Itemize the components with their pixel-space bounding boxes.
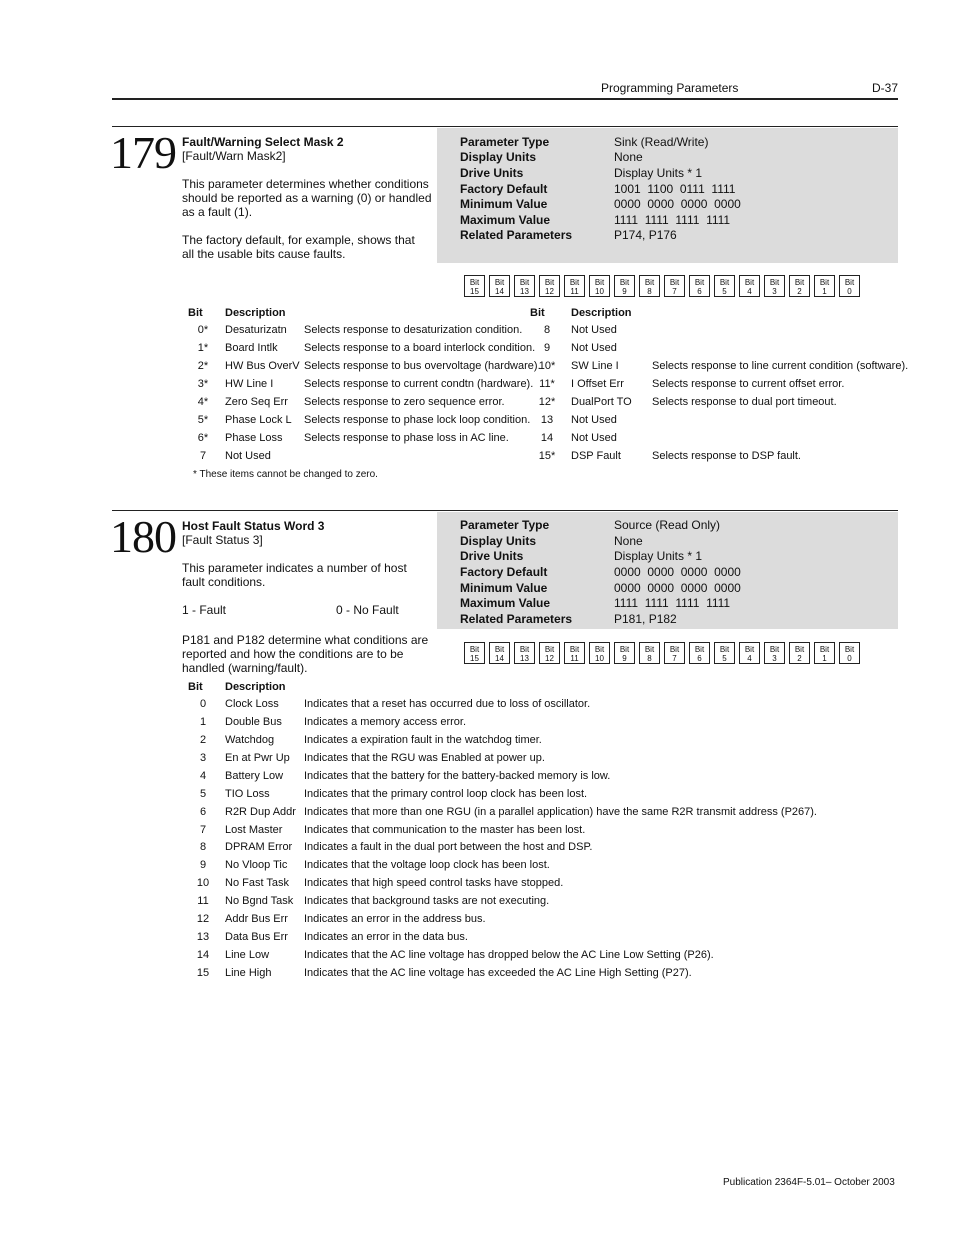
bit-cell: Bit 13: [514, 275, 535, 297]
info-row: Related Parameters P174, P176: [460, 228, 677, 242]
page-number: D-37: [872, 81, 899, 95]
info-row: Factory Default 0000 0000 0000 0000: [460, 565, 741, 579]
col-header-description: Description: [571, 307, 632, 319]
info-row: Maximum Value 1111 1111 1111 1111: [460, 213, 731, 227]
bit-cell: Bit 5: [714, 642, 735, 664]
bit-cell: Bit 7: [664, 642, 685, 664]
bit-cell: Bit 6: [689, 275, 710, 297]
col-header-description: Description: [225, 681, 286, 693]
section-rule-180: [112, 510, 898, 511]
col-header-bit: Bit: [530, 307, 545, 319]
bit-cell: Bit 9: [614, 275, 635, 297]
header-rule: [112, 98, 898, 100]
bit-cell: Bit 10: [589, 642, 610, 664]
param-179-description: This parameter determines whether conditions should be reported as a warning (0) or handled as a fault (1).: [182, 177, 432, 219]
param-180-fault-label: 1 - Fault: [182, 603, 227, 617]
info-row: Minimum Value 0000 0000 0000 0000: [460, 197, 741, 211]
bit-cell: Bit 12: [539, 642, 560, 664]
param-179-number: 179: [110, 127, 176, 178]
param-179-title: Fault/Warning Select Mask 2: [182, 135, 344, 149]
info-row: Drive Units Display Units * 1: [460, 549, 703, 563]
bit-cell: Bit 7: [664, 275, 685, 297]
param-179-footnote: * These items cannot be changed to zero.: [193, 469, 378, 480]
bit-cell: Bit 3: [764, 275, 785, 297]
bit-cell: Bit 0: [839, 275, 860, 297]
bit-cell: Bit 14: [489, 642, 510, 664]
info-row: Display Units None: [460, 150, 643, 164]
col-header-bit: Bit: [188, 681, 203, 693]
info-row: Related Parameters P181, P182: [460, 612, 677, 626]
param-180-related-note: P181 and P182 determine what conditions are reported and how the conditions are to be handled (warning/fault).: [182, 633, 429, 675]
col-header-bit: Bit: [188, 307, 203, 319]
param-180-info-box: [437, 512, 898, 629]
bit-cell: Bit 0: [839, 642, 860, 664]
bit-cell: Bit 9: [614, 642, 635, 664]
header-title: Programming Parameters: [601, 81, 739, 95]
info-row: Maximum Value 1111 1111 1111 1111: [460, 596, 731, 610]
bit-cell: Bit 11: [564, 275, 585, 297]
param-179-default-note: The factory default, for example, shows that all the usable bits cause faults.: [182, 233, 415, 261]
bit-cell: Bit 14: [489, 275, 510, 297]
bit-cell: Bit 8: [639, 275, 660, 297]
bit-cell: Bit 13: [514, 642, 535, 664]
param-180-bit-map: [464, 642, 860, 666]
bit-cell: Bit 3: [764, 642, 785, 664]
section-rule-179: [112, 126, 898, 127]
bit-cell: Bit 8: [639, 642, 660, 664]
bit-cell: Bit 1: [814, 275, 835, 297]
bit-cell: Bit 12: [539, 275, 560, 297]
info-row: Parameter Type Sink (Read/Write): [460, 135, 709, 149]
param-179-bit-map: [464, 275, 860, 299]
bit-cell: Bit 15: [464, 642, 485, 664]
param-180-number: 180: [110, 511, 176, 562]
bit-cell: Bit 10: [589, 275, 610, 297]
bit-cell: Bit 5: [714, 275, 735, 297]
bit-cell: Bit 2: [789, 275, 810, 297]
info-row: Factory Default 1001 1100 0111 1111: [460, 182, 736, 196]
col-header-description: Description: [225, 307, 286, 319]
bit-cell: Bit 4: [739, 275, 760, 297]
param-180-short-name: [Fault Status 3]: [182, 533, 263, 547]
param-180-nofault-label: 0 - No Fault: [336, 603, 399, 617]
bit-cell: Bit 2: [789, 642, 810, 664]
info-row: Parameter Type Source (Read Only): [460, 518, 721, 532]
param-180-title: Host Fault Status Word 3: [182, 519, 325, 533]
param-179-short-name: [Fault/Warn Mask2]: [182, 149, 286, 163]
bit-cell: Bit 11: [564, 642, 585, 664]
info-row: Minimum Value 0000 0000 0000 0000: [460, 581, 741, 595]
info-row: Drive Units Display Units * 1: [460, 166, 703, 180]
bit-cell: Bit 15: [464, 275, 485, 297]
bit-cell: Bit 1: [814, 642, 835, 664]
param-179-info-box: [437, 128, 898, 263]
bit-cell: Bit 4: [739, 642, 760, 664]
publication-footer: Publication 2364F-5.01– October 2003: [723, 1177, 895, 1188]
param-180-description: This parameter indicates a number of host fault conditions.: [182, 561, 407, 589]
bit-cell: Bit 6: [689, 642, 710, 664]
info-row: Display Units None: [460, 534, 643, 548]
